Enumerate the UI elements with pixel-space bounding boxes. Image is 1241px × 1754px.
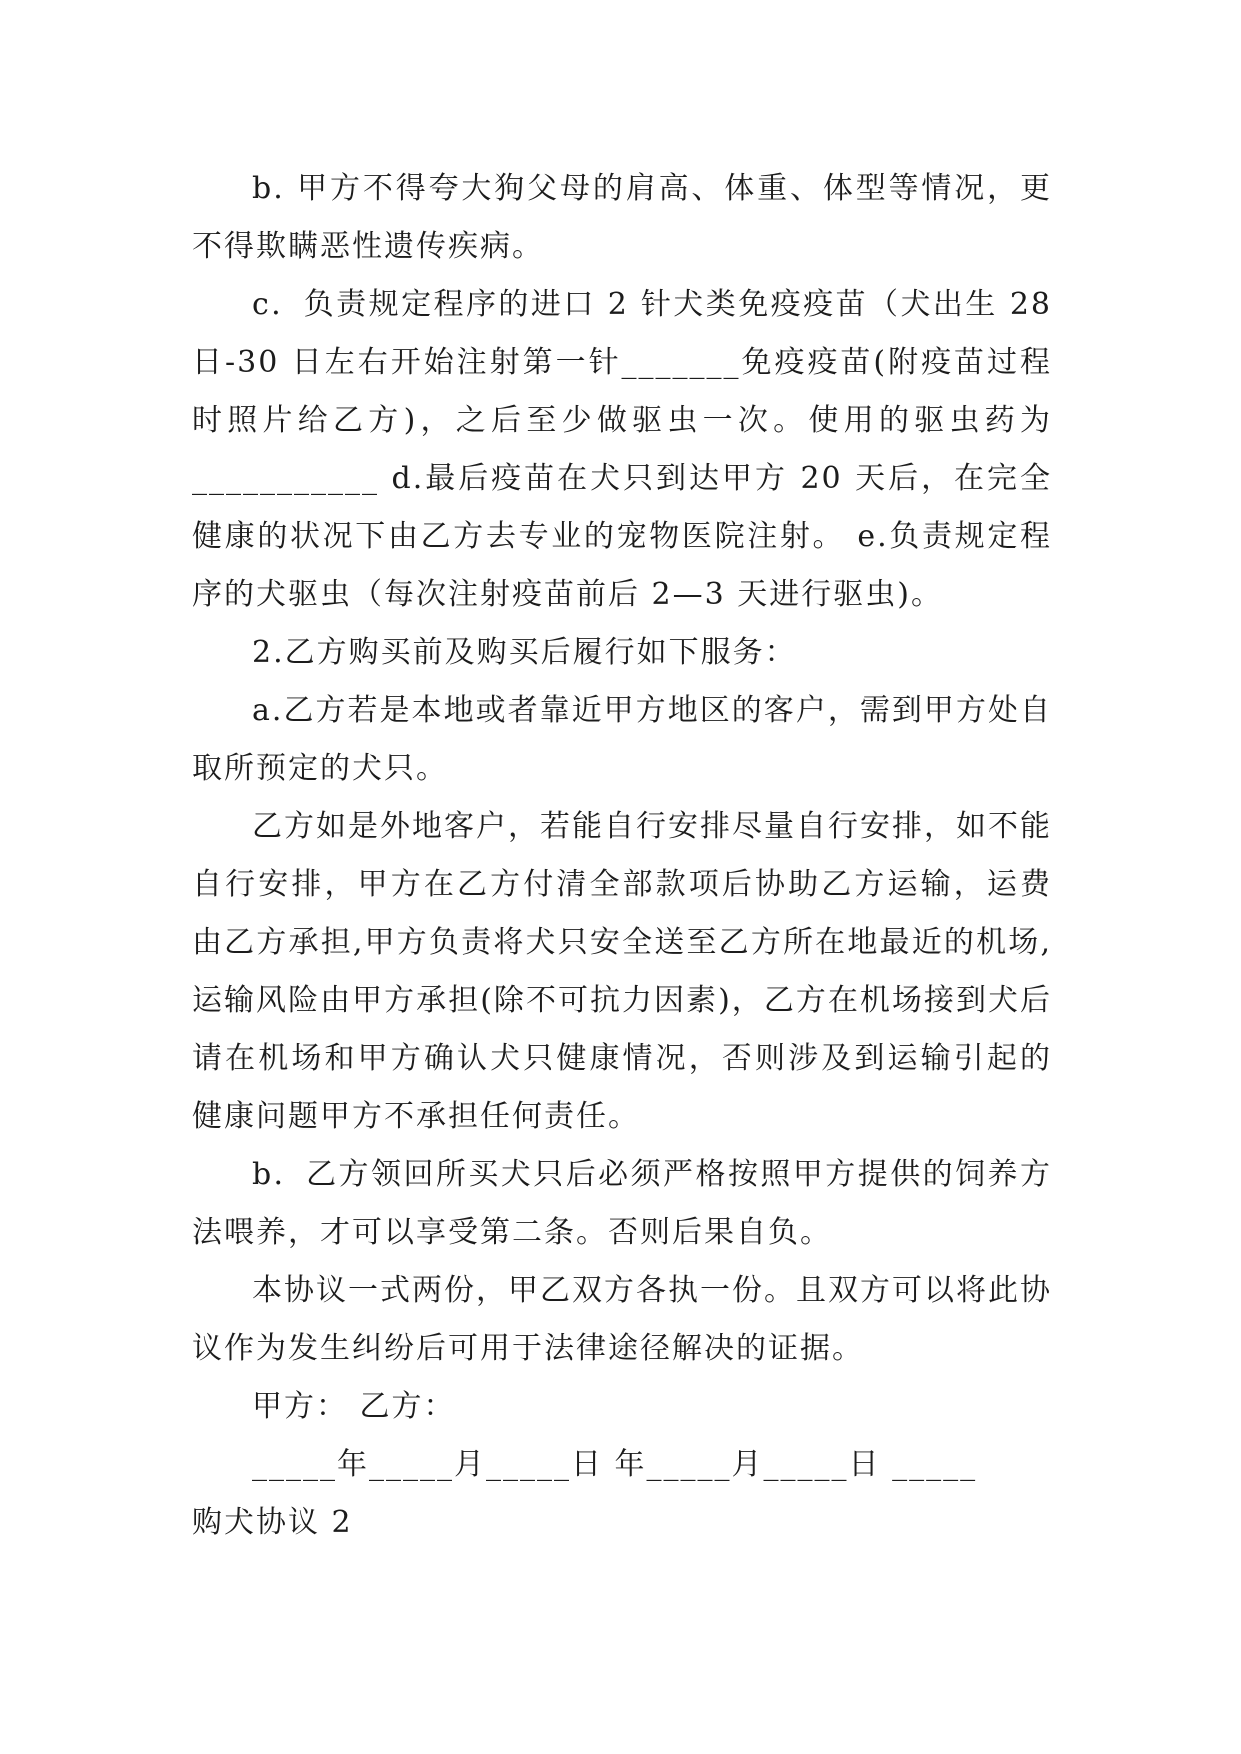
party-signature-line: 甲方： 乙方： <box>252 1389 456 1424</box>
clause-2a-paragraph: a.乙方若是本地或者靠近甲方地区的客户，需到甲方处自取所预定的犬只。 <box>192 693 1052 786</box>
clause-c-paragraph: c．负责规定程序的进口 2 针犬类免疫疫苗（犬出生 28 日-30 日左右开始注射第一针_______免疫疫苗(附疫苗过程时照片给乙方)，之后至少做驱虫一次。使用的驱虫药为___________ d.最后疫苗在犬只到达甲方 20 天后，在完全健康的状况下由乙方去专业的宠物医院注射。 e.负责规定程序的犬驱虫（每次注射疫苗前后 2—3 天进行驱虫)。 <box>192 287 1064 612</box>
document-body <box>192 160 1064 1552</box>
agreement-copies-paragraph: 本协议一式两份，甲乙双方各执一份。且双方可以将此协议作为发生纠纷后可用于法律途径解决的证据。 <box>192 1273 1052 1366</box>
date-line: _____年_____月_____日 年_____月_____日 _____ <box>252 1447 978 1482</box>
next-agreement-title: 购犬协议 2 <box>192 1505 353 1540</box>
clause-b-paragraph: b. 甲方不得夸大狗父母的肩高、体重、体型等情况，更不得欺瞒恶性遗传疾病。 <box>192 171 1052 264</box>
remote-customer-paragraph: 乙方如是外地客户，若能自行安排尽量自行安排，如不能自行安排，甲方在乙方付清全部款项后协助乙方运输，运费由乙方承担,甲方负责将犬只安全送至乙方所在地最近的机场,运输风险由甲方承担(除不可抗力因素)，乙方在机场接到犬后请在机场和甲方确认犬只健康情况，否则涉及到运输引起的健康问题甲方不承担任何责任。 <box>192 809 1052 1134</box>
clause-2b-paragraph: b．乙方领回所买犬只后必须严格按照甲方提供的饲养方法喂养，才可以享受第二条。否则后果自负。 <box>192 1157 1052 1250</box>
section-2-heading: 2.乙方购买前及购买后履行如下服务： <box>252 635 797 670</box>
